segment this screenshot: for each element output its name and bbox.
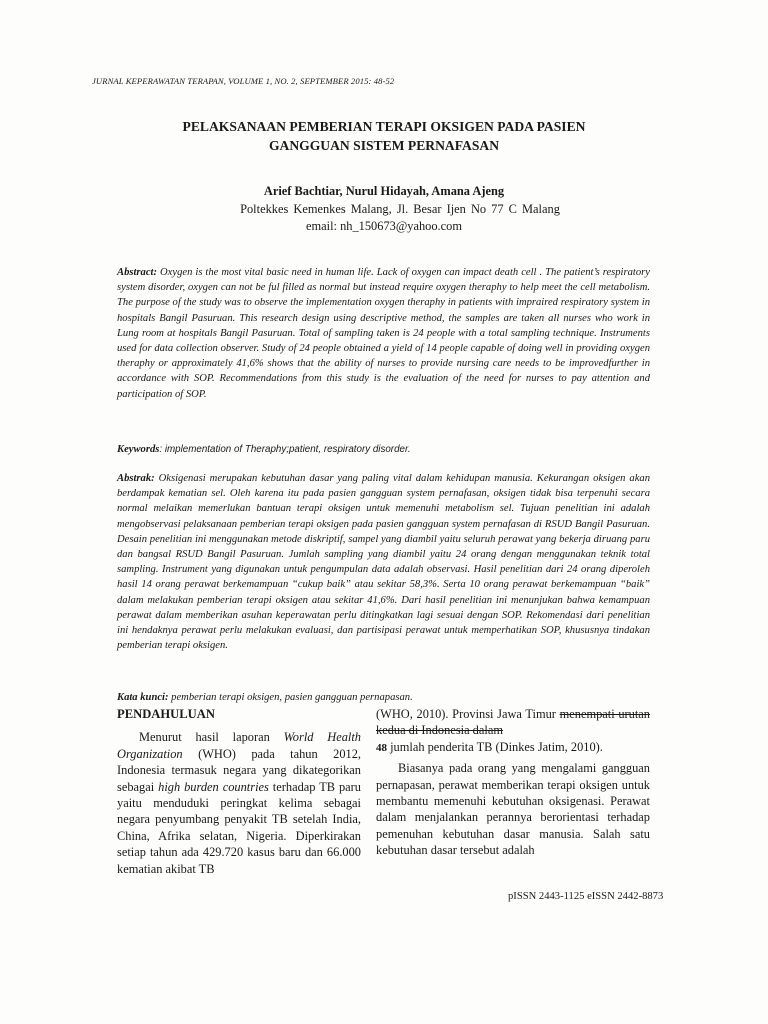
kata-kunci-text: pemberian terapi oksigen, pasien gangguan pernapasan. bbox=[168, 692, 413, 703]
page-number: 48 bbox=[376, 741, 387, 754]
keywords-indonesian bbox=[117, 690, 650, 705]
text-run-italic: high burden countries bbox=[158, 779, 269, 794]
intro-right-column bbox=[376, 706, 650, 859]
text-run-italic: World Health Organization bbox=[117, 730, 361, 761]
authors: Arief Bachtiar, Nurul Hidayah, Amana Ajeng bbox=[263, 184, 505, 198]
abstrak-text: Oksigenasi merupakan kebutuhan dasar yang paling vital dalam kehidupan manusia. Kekurangan oksigen akan berdampak kematian sel. Oleh karena itu pada pasien gangguan system pernafasan, oksigen tidak bisa terpenuhi secara normal melaikan memerlukan bantuan terapi oksigen untuk memenuhi metabolism sel. Tujuan penelitian ini adalah mengobservasi pelaksanaan pemberian terapi oksigen pada pasien gangguan system pernafasan di RSUD Bangil Pasuruan. Desain penelitian ini menggunakan metode diskriptif, sampel yang diambil yaitu seluruh perawat yang bekerja diruang paru dan bangsal RSUD Bangil Pasuruan. Jumlah sampling yang diambil yaitu 24 orang dengan menggunakan teknik total sampling. Instrument yang digunakan untuk pengumpulan data adalah observasi. Hasil penelitian dari 24 orang diperoleh hasil 14 orang perawat berkemampuan “cukup baik” atau sekitar 58,3%. Serta 10 orang perawat berkemampuan “baik” dalam melakukan pemberian terapi oksigen atau sekitar 41,6%. Dari hasil penelitian ini menunjukan bahwa kemampuan perawat dalam memberikan asuhan keperawatan perlu ditingkatkan lagi sesuai dengan SOP. Rekomendasi dari penelitian ini hendaknya perawat perlu melakukan evaluasi, dan partisipasi perawat untuk memperhatikan SOP, khususnya tindakan pemberian terapi oksigen. bbox=[117, 473, 650, 652]
abstrak-label: Abstrak: bbox=[117, 473, 155, 484]
section-heading: PENDAHULUAN bbox=[117, 707, 215, 721]
kata-kunci-label: Kata kunci: bbox=[117, 692, 169, 703]
text-run: Menurut hasil laporan bbox=[139, 730, 284, 745]
title-line-1: PELAKSANAAN PEMBERIAN TERAPI OKSIGEN PADA PASIEN bbox=[182, 119, 586, 134]
struck-text: menempati urutan kedua di Indonesia dalam bbox=[376, 707, 650, 738]
intro-continuation bbox=[376, 706, 650, 756]
text-run: (WHO) pada tahun 2012, Indonesia termasuk negara yang dikategorikan sebagai bbox=[117, 746, 361, 794]
abstract-label: Abstract: bbox=[117, 267, 158, 278]
title-line-2: GANGGUAN SISTEM PERNAFASAN bbox=[268, 138, 500, 153]
abstract-english bbox=[117, 265, 650, 402]
text-run: terhadap TB paru yaitu menduduki peringkat kelima sebagai negara penyumbang penyakit TB setelah India, China, Afrika selatan, Nigeria. Diperkirakan setiap tahun ada 429.720 kasus baru dan 66.000 kematian akibat TB bbox=[117, 779, 362, 876]
issn-footer: pISSN 2443-1125 eISSN 2442-8873 bbox=[508, 891, 664, 902]
journal-header: JURNAL KEPERAWATAN TERAPAN, VOLUME 1, NO. 2, SEPTEMBER 2015: 48-52 bbox=[92, 76, 395, 86]
text-run: (WHO, 2010). Provinsi Jawa Timur bbox=[376, 707, 560, 721]
keywords-text: : implementation of Theraphy;patient, respiratory disorder. bbox=[159, 444, 411, 455]
paper-title bbox=[0, 117, 768, 155]
intro-left-column bbox=[117, 706, 361, 877]
intro-paragraph-1 bbox=[117, 729, 361, 877]
author-email: email: nh_150673@yahoo.com bbox=[306, 219, 462, 233]
abstract-text: Oxygen is the most vital basic need in human life. Lack of oxygen can impact death cell . The patient’s respiratory system disorder, oxygen can not be ful filled as normal but instead require oxygen theraphy to help meet the cell metabolism. The purpose of the study was to observe the implementation oxygen theraphy in patients with impraired respiratory system in hospitals Bangil Pasuruan. This research design using descriptive method, the samples are taken all nurses who work in Lung room at hospitals Bangil Pasuruan. Total of sampling taken is 24 people with a total sampling technique. Instruments used for data collection observer. Study of 24 people obtained a yield of 14 people capable of doing well in providing oxygen theraphy or approximately 41,6% shows that the ability of nurses to provide nursing care needs to be improvedfurther in accordance with SOP. Recommendations from this study is the evaluation of the need for nurses to pay attention and participation of SOP. bbox=[117, 267, 650, 400]
keywords-label: Keywords bbox=[117, 444, 160, 455]
abstract-indonesian bbox=[117, 471, 650, 653]
affiliation: Poltekkes Kemenkes Malang, Jl. Besar Ijen No 77 C Malang bbox=[240, 202, 560, 216]
text-run: jumlah penderita TB (Dinkes Jatim, 2010). bbox=[387, 739, 603, 754]
keywords-english bbox=[117, 442, 650, 457]
intro-paragraph-2: Biasanya pada orang yang mengalami gangguan pernapasan, perawat memberikan terapi oksigen untuk membantu memenuhi kebutuhan oksigenasi. Perawat dalam menjalankan perannya berorientasi terhadap pemenuhan kebutuhan dasar manusia. Salah satu kebutuhan dasar tersebut adalah bbox=[376, 761, 650, 858]
